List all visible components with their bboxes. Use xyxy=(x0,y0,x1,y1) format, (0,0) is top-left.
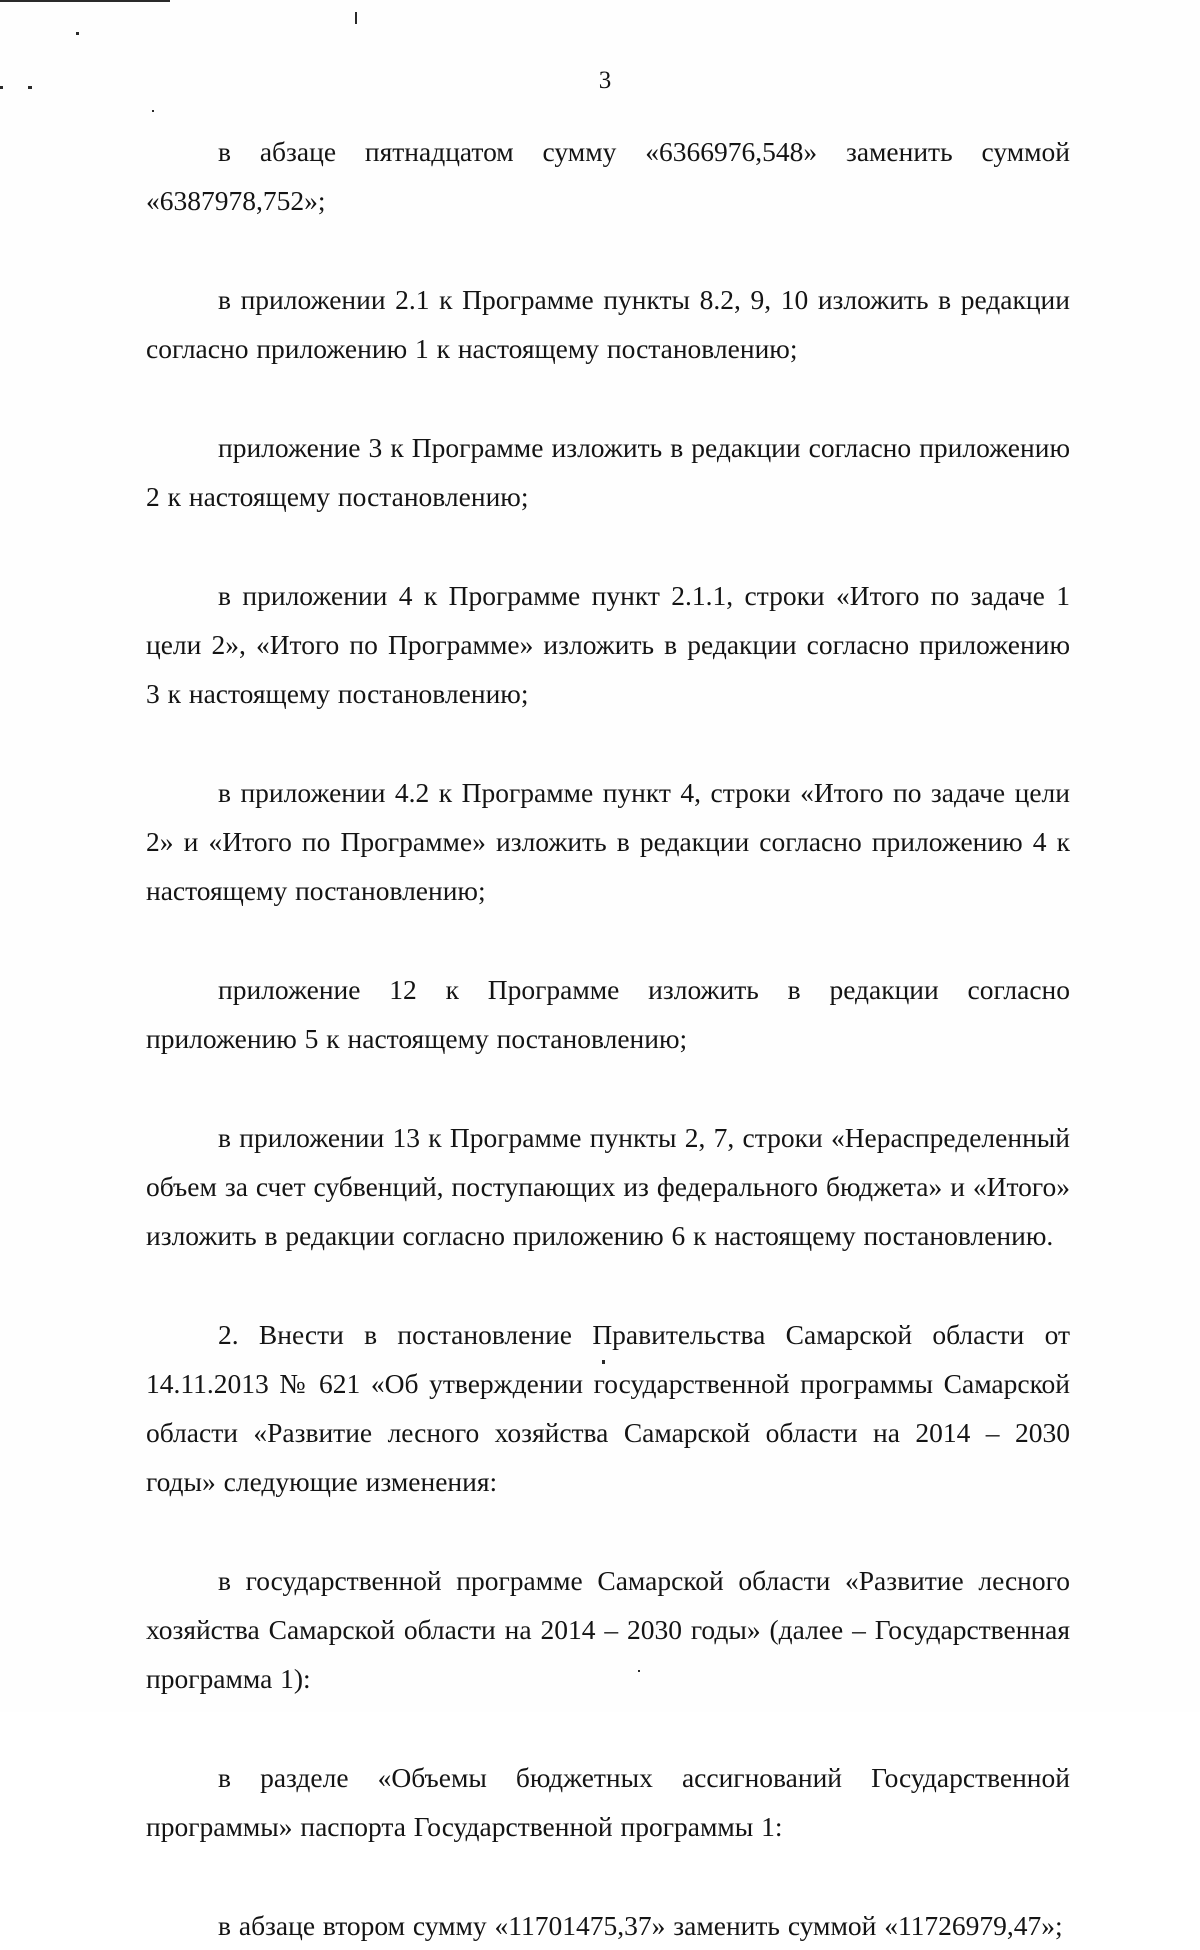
scan-artifact-tick xyxy=(355,12,357,24)
page-number: 3 xyxy=(598,67,612,94)
scan-artifact-dot xyxy=(28,86,32,89)
paragraph-state-program: в государственной программе Самарской области «Развитие лесного хозяйства Самарской области на 2014 – 2030 годы» (далее – Государственная программа 1): xyxy=(146,1565,1070,1694)
scan-artifact-dot xyxy=(152,110,154,112)
paragraph-appendix-12: приложение 12 к Программе изложить в редакции согласно приложению 5 к настоящему постановлению; xyxy=(146,974,1070,1054)
paragraph-budget-section: в разделе «Объемы бюджетных ассигнований Государственной программы» паспорта Государственной программы 1: xyxy=(146,1762,1070,1842)
paragraph-fifteenth-sum: в абзаце пятнадцатом сумму «6366976,548» заменить суммой «6387978,752»; xyxy=(146,136,1070,216)
paragraph-appendix-3: приложение 3 к Программе изложить в редакции согласно приложению 2 к настоящему постановлению; xyxy=(146,432,1070,512)
paragraph-appendix-13: в приложении 13 к Программе пункты 2, 7, строки «Нераспределенный объем за счет субвенций, поступающих из федерального бюджета» и «Итого» изложить в редакции согласно приложению 6 к настоящему постановлению. xyxy=(146,1122,1070,1251)
document-body xyxy=(146,127,1070,1950)
paragraph-item-2: 2. Внести в постановление Правительства Самарской области от 14.11.2013 № 621 «Об утверждении государственной программы Самарской области «Развитие лесного хозяйства Самарской области на 2014 – 2030 годы» следующие изменения: xyxy=(146,1319,1070,1497)
paragraph-appendix-4: в приложении 4 к Программе пункт 2.1.1, строки «Итого по задаче 1 цели 2», «Итого по Программе» изложить в редакции согласно приложению 3 к настоящему постановлению; xyxy=(146,580,1070,709)
paragraph-appendix-4-2: в приложении 4.2 к Программе пункт 4, строки «Итого по задаче цели 2» и «Итого по Программе» изложить в редакции согласно приложению 4 к настоящему постановлению; xyxy=(146,777,1070,906)
scan-artifact-top-bar xyxy=(0,0,170,2)
scan-artifact-dot xyxy=(76,32,79,35)
paragraph-second-sum: в абзаце втором сумму «11701475,37» заменить суммой «11726979,47»; xyxy=(218,1910,1063,1941)
paragraph-appendix-2-1: в приложении 2.1 к Программе пункты 8.2, 9, 10 изложить в редакции согласно приложению 1 к настоящему постановлению; xyxy=(146,284,1070,364)
scan-artifact-dot xyxy=(0,86,3,89)
